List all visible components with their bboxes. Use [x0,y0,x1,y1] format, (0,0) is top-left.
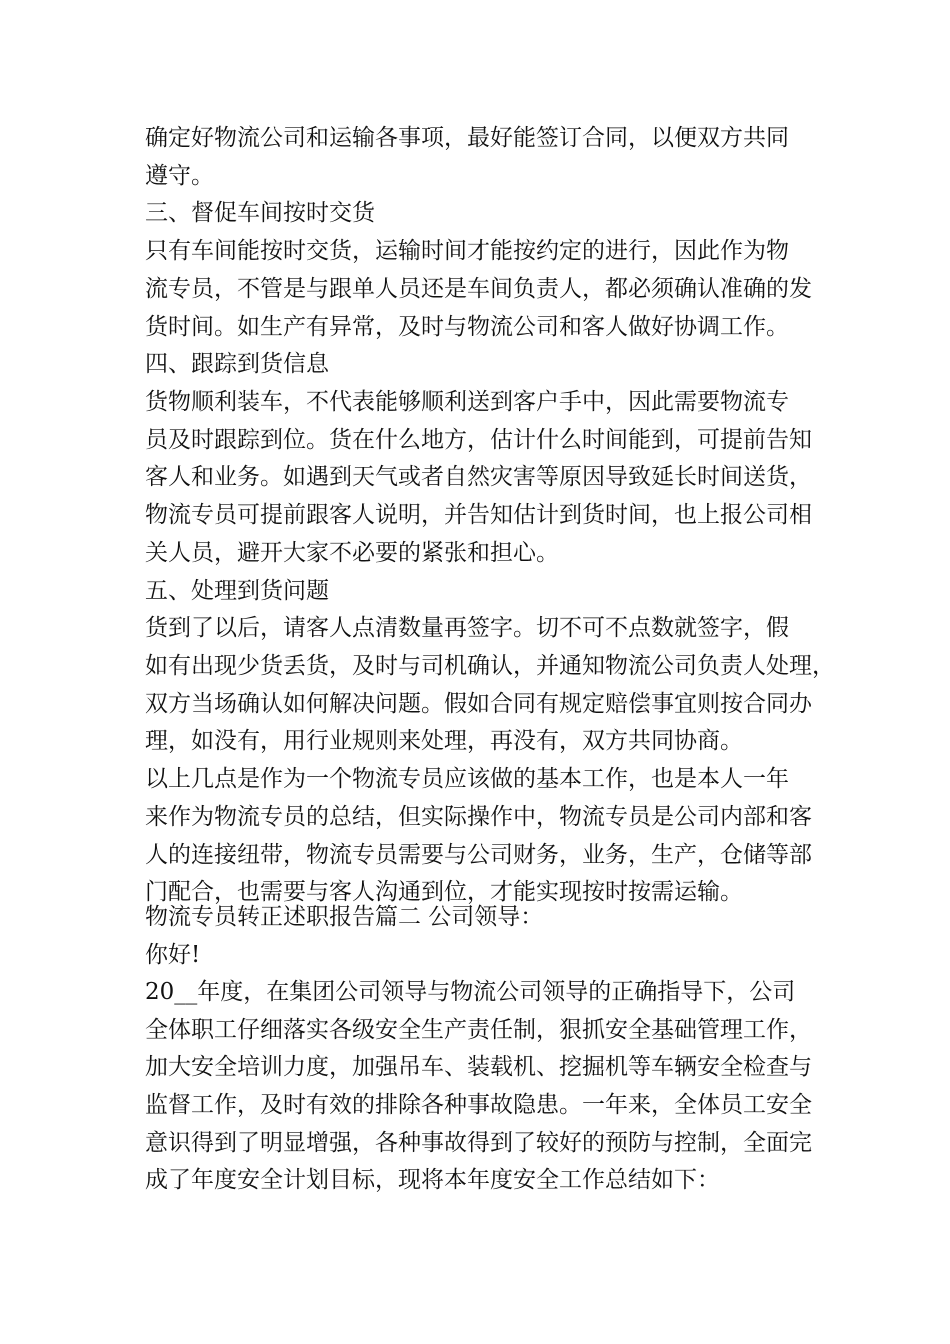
text-line-17: 理，如没有，用行业规则来处理，再没有，双方共同协商。 [145,728,743,754]
text-line-18: 以上几点是作为一个物流专员应该做的基本工作，也是本人一年 [145,766,789,792]
text-line-10: 客人和业务。如遇到天气或者自然灾害等原因导致延长时间送货， [145,464,812,490]
greeting-line: 你好! [145,942,201,968]
text-line-29: 成了年度安全计划目标，现将本年度安全工作总结如下： [145,1167,720,1193]
text-line-1: 确定好物流公司和运输各事项，最好能签订合同，以便双方共同 [145,125,789,151]
text-line-8: 货物顺利装车，不代表能够顺利送到客户手中，因此需要物流专 [145,389,789,415]
text-line-14: 货到了以后，请客人点清数量再签字。切不可不点数就签字，假 [145,615,789,641]
section-heading-4: 四、跟踪到货信息 [145,351,329,377]
text-line-4: 只有车间能按时交货，运输时间才能按约定的进行，因此作为物 [145,238,789,264]
text-line-21: 门配合，也需要与客人沟通到位，才能实现按时按需运输。 [145,879,743,905]
report-title-line: 物流专员转正述职报告篇二 公司领导： [145,904,544,930]
text-line-16: 双方当场确认如何解决问题。假如合同有规定赔偿事宜则按合同办 [145,691,812,717]
text-line-27: 监督工作，及时有效的排除各种事故隐患。一年来，全体员工安全 [145,1092,812,1118]
text-line-11: 物流专员可提前跟客人说明，并告知估计到货时间，也上报公司相 [145,502,812,528]
text-line-20: 人的连接纽带，物流专员需要与公司财务，业务，生产，仓储等部 [145,842,812,868]
text-line-24: 20__年度，在集团公司领导与物流公司领导的正确指导下，公司 [145,979,796,1005]
text-line-19: 来作为物流专员的总结，但实际操作中，物流专员是公司内部和客 [145,804,812,830]
text-line-12: 关人员，避开大家不必要的紧张和担心。 [145,540,559,566]
text-line-9: 员及时跟踪到位。货在什么地方，估计什么时间能到，可提前告知 [145,427,812,453]
text-line-25: 全体职工仔细落实各级安全生产责任制，狠抓安全基础管理工作， [145,1017,812,1043]
text-line-6: 货时间。如生产有异常，及时与物流公司和客人做好协调工作。 [145,314,789,340]
text-line-26: 加大安全培训力度，加强吊车、装载机、挖掘机等车辆安全检查与 [145,1054,812,1080]
text-line-15: 如有出现少货丢货，及时与司机确认，并通知物流公司负责人处理， [145,653,835,679]
section-heading-5: 五、处理到货问题 [145,578,329,604]
text-line-5: 流专员，不管是与跟单人员还是车间负责人，都必须确认准确的发 [145,276,812,302]
text-line-28: 意识得到了明显增强，各种事故得到了较好的预防与控制，全面完 [145,1130,812,1156]
section-heading-3: 三、督促车间按时交货 [145,200,375,226]
text-line-2: 遵守。 [145,163,214,189]
